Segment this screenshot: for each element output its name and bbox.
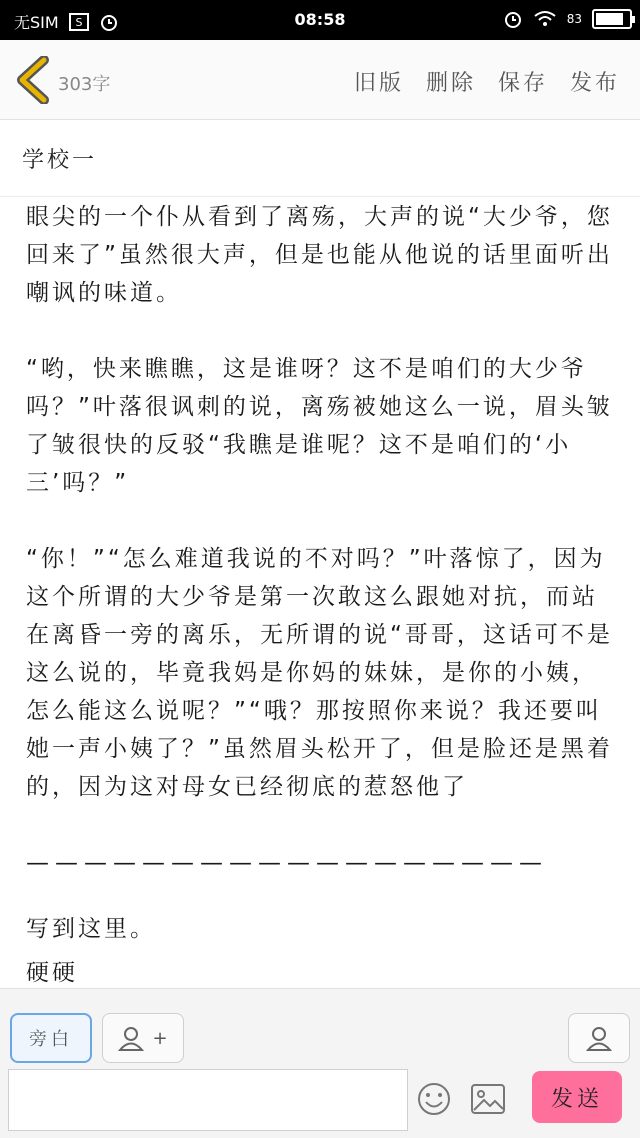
chapter-title-field[interactable] [0, 121, 640, 197]
save-button[interactable]: 保存 [497, 71, 548, 96]
clock: 08:58 [294, 10, 346, 29]
divider-line: —————————————————— [26, 850, 548, 876]
back-button[interactable] [14, 56, 54, 104]
emoji-button[interactable] [416, 1081, 452, 1117]
alarm-icon-right [503, 9, 523, 29]
editor-header [0, 40, 640, 120]
publish-button[interactable]: 发布 [569, 71, 620, 96]
compose-toolbar [0, 988, 640, 1138]
narrator-button[interactable]: 旁白 [10, 1013, 92, 1063]
paragraph: 硬硬 [26, 960, 78, 986]
paragraph: “你！”“怎么难道我说的不对吗？”叶落惊了，因为这个所谓的大少爷是第一次敢这么跟她对抗，而站在离昏一旁的离乐，无所谓的说“哥哥，这话可不是这么说的，毕竟我妈是你妈的妹妹，是你的小姨，怎么能这么说呢？”“哦？那按照你来说？我还要叫她一声小姨了？”虽然眉头松开了，但是脸还是黑着的，因为这对母女已经彻底的惹怒他了 [26, 546, 613, 800]
carrier-label: 无SIM [14, 13, 59, 32]
message-input[interactable] [8, 1069, 408, 1131]
wifi-icon [533, 10, 557, 28]
add-role-button[interactable] [102, 1013, 184, 1063]
battery-icon [592, 9, 632, 29]
old-version-button[interactable]: 旧版 [353, 71, 404, 96]
role-avatar-button[interactable] [568, 1013, 630, 1063]
paragraph: 眼尖的一个仆从看到了离殇，大声的说“大少爷，您回来了”虽然很大声，但是也能从他说的话里面听出嘲讽的味道。 [26, 204, 613, 306]
paragraph: “哟，快来瞧瞧，这是谁呀？这不是咱们的大少爷吗？”叶落很讽刺的说，离殇被她这么一说，眉头皱了皱很快的反驳“我瞧是谁呢？这不是咱们的‘小三’吗？” [26, 356, 613, 496]
delete-button[interactable]: 删除 [425, 71, 476, 96]
user-icon [118, 1025, 144, 1051]
chapter-title: 学校一 [22, 148, 98, 173]
status-bar [0, 0, 640, 40]
send-button[interactable]: 发送 [532, 1071, 622, 1123]
battery-percent: 83 [566, 12, 582, 26]
image-button[interactable] [470, 1083, 506, 1115]
paragraph: 写到这里。 [26, 916, 156, 942]
story-body[interactable] [26, 198, 620, 988]
user-icon [586, 1025, 612, 1051]
word-count: 303字 [58, 74, 111, 95]
smiley-icon [416, 1081, 452, 1117]
image-icon [470, 1083, 506, 1115]
chevron-left-icon [14, 56, 54, 104]
plus-icon: + [152, 1027, 168, 1049]
svg-text:S: S [75, 15, 83, 29]
